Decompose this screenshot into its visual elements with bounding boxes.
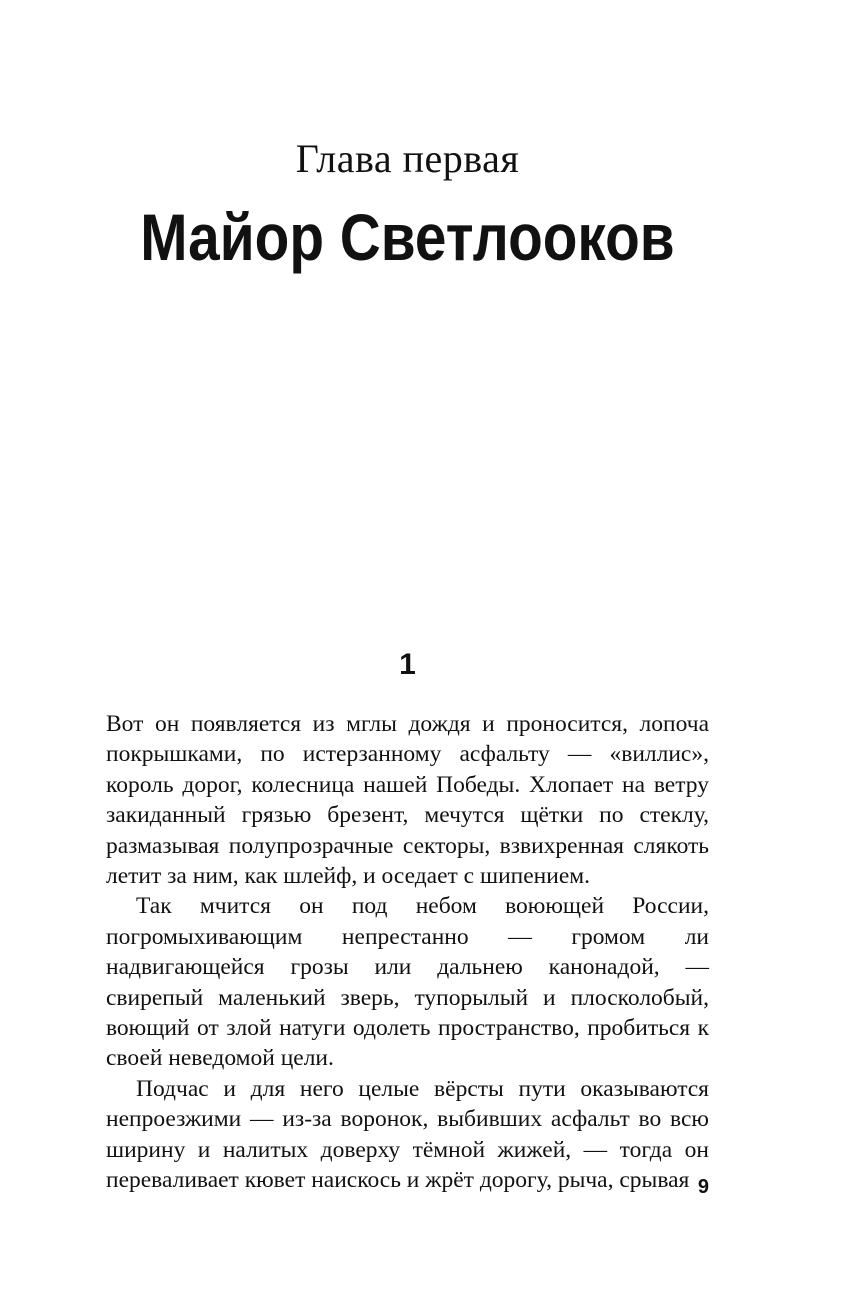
paragraph-1: Вот он появляется из мглы дождя и проносится, лопоча покрышками, по истерзанному асфальту — «виллис», король дорог, колесница нашей Победы. Хлопает на ветру закиданный грязью брезент, мечутся щётки по стеклу, размазывая полупрозрачные секторы, взвихренная слякоть летит за ним, как шлейф, и оседает с шипением. bbox=[106, 711, 709, 890]
section-number: 1 bbox=[399, 648, 416, 681]
chapter-label: Глава первая bbox=[295, 136, 520, 181]
chapter-title: Майор Светлооков bbox=[140, 200, 675, 274]
page-number: 9 bbox=[697, 1176, 709, 1198]
paragraph-3: Подчас и для него целые вёрсты пути оказываются непроезжими — из-за воронок, выбивших асфальт во всю ширину и налитых доверху тёмной жижей, — тогда он переваливает кювет наискось и жрёт дорогу, рыча, срывая bbox=[106, 1075, 709, 1194]
paragraph-2: Так мчится он под небом воюющей России, погромыхивающим непрестанно — громом ли надвигающейся грозы или дальнею канонадой, — свирепый маленький зверь, тупорылый и плосколобый, воющий от злой натуги одолеть пространство, пробиться к своей неведомой цели. bbox=[106, 893, 709, 1072]
body-text bbox=[106, 709, 709, 1196]
